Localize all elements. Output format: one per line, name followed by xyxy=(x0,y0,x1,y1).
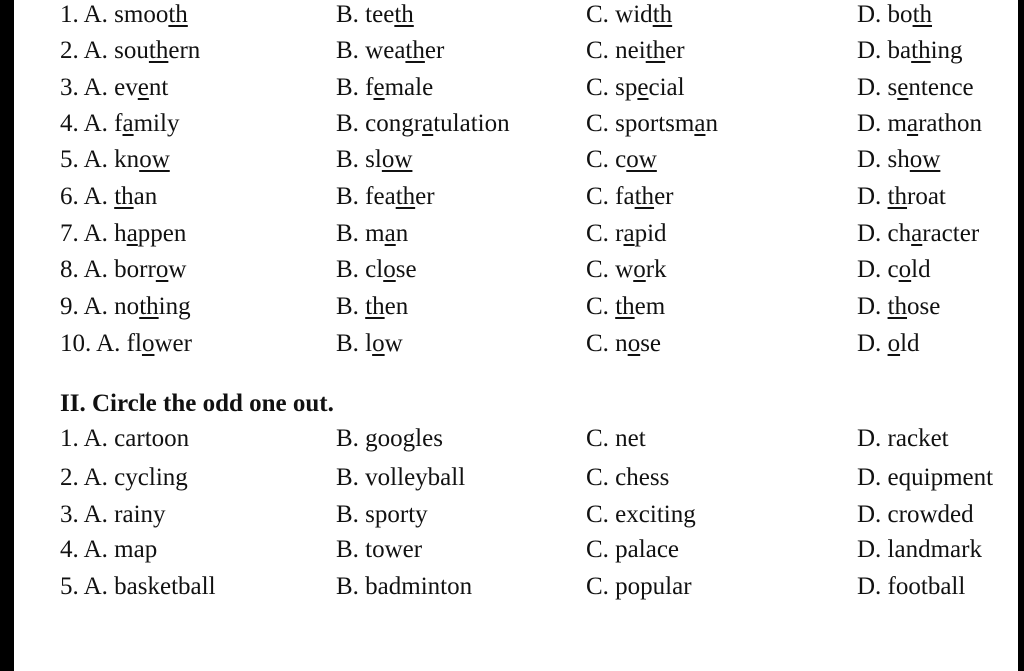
question-row xyxy=(14,106,1018,142)
underlined-sound: th xyxy=(168,1,188,28)
underlined-sound: o xyxy=(155,256,169,283)
answer-option[interactable]: D. landmark xyxy=(857,536,982,563)
option-text: B. l xyxy=(336,330,373,357)
answer-option[interactable]: C. chess xyxy=(586,464,670,491)
option-text: ld xyxy=(900,330,920,357)
answer-option[interactable] xyxy=(60,252,186,288)
option-text: 6. A. xyxy=(60,183,115,210)
question-row xyxy=(14,179,1018,215)
option-text: en xyxy=(384,293,409,320)
answer-option[interactable] xyxy=(60,33,200,69)
section-heading-odd-one-out: II. Circle the odd one out. xyxy=(60,390,334,417)
worksheet-page xyxy=(14,0,1018,671)
option-text: D. ch xyxy=(857,220,912,247)
option-text: nt xyxy=(148,74,169,101)
option-text: B. cl xyxy=(336,256,384,283)
underlined-sound: o xyxy=(633,256,646,283)
underlined-sound: a xyxy=(911,220,923,247)
underlined-sound: a xyxy=(623,220,635,247)
underlined-sound: e xyxy=(137,74,149,101)
answer-option[interactable] xyxy=(336,252,417,288)
underlined-sound: th xyxy=(887,293,908,320)
answer-option[interactable]: 5. A. basketball xyxy=(60,573,216,600)
option-text: C. sp xyxy=(586,74,638,101)
answer-option[interactable] xyxy=(336,0,414,33)
option-text: C. n xyxy=(586,330,628,357)
answer-option[interactable] xyxy=(60,289,191,325)
option-text: roat xyxy=(907,183,946,210)
option-text: D. xyxy=(857,330,888,357)
underlined-sound: th xyxy=(395,183,416,210)
option-text: 5. A. kn xyxy=(60,146,140,173)
answer-option[interactable]: 4. A. map xyxy=(60,536,158,563)
underlined-sound: th xyxy=(645,37,666,64)
answer-option[interactable] xyxy=(857,326,920,362)
option-text: B. congr xyxy=(336,110,423,137)
option-text: D. m xyxy=(857,110,907,137)
option-text: ing xyxy=(930,37,963,64)
option-text: ing xyxy=(158,293,191,320)
option-text: 4. A. f xyxy=(60,110,123,137)
answer-option[interactable] xyxy=(586,0,672,33)
answer-option[interactable]: C. exciting xyxy=(586,501,696,528)
underlined-sound: o xyxy=(141,330,155,357)
option-text: w xyxy=(384,330,403,357)
answer-option[interactable] xyxy=(857,33,963,69)
option-text: C. fa xyxy=(586,183,635,210)
option-text: D. ba xyxy=(857,37,912,64)
question-row xyxy=(14,289,1018,325)
answer-option[interactable] xyxy=(60,106,179,142)
option-text: se xyxy=(640,330,662,357)
option-text: ose xyxy=(907,293,941,320)
answer-option[interactable] xyxy=(336,216,408,252)
answer-option[interactable]: D. crowded xyxy=(857,501,974,528)
answer-option[interactable] xyxy=(586,106,718,142)
answer-option[interactable]: D. football xyxy=(857,573,966,600)
option-text: C. r xyxy=(586,220,624,247)
underlined-sound: a xyxy=(694,110,706,137)
option-text: ern xyxy=(168,37,201,64)
question-row xyxy=(14,326,1018,362)
answer-option[interactable] xyxy=(336,289,408,325)
underlined-sound: a xyxy=(907,110,919,137)
option-text: 3. A. ev xyxy=(60,74,138,101)
option-text: an xyxy=(133,183,158,210)
underlined-sound: a xyxy=(422,110,434,137)
answer-option[interactable] xyxy=(857,0,932,33)
option-text: C. wid xyxy=(586,1,653,28)
answer-option[interactable]: 2. A. cycling xyxy=(60,464,188,491)
answer-option[interactable] xyxy=(60,0,188,33)
underlined-sound: th xyxy=(148,37,169,64)
answer-option[interactable]: 1. A. cartoon xyxy=(60,425,190,452)
option-text: ntence xyxy=(908,74,974,101)
option-text: D. bo xyxy=(857,1,913,28)
answer-option[interactable]: C. popular xyxy=(586,573,692,600)
answer-option[interactable] xyxy=(586,33,685,69)
underlined-sound: a xyxy=(384,220,396,247)
underlined-sound: th xyxy=(887,183,908,210)
option-text: D. s xyxy=(857,74,898,101)
question-row xyxy=(14,216,1018,252)
option-text: B. fea xyxy=(336,183,396,210)
question-row xyxy=(14,0,1018,33)
underlined-sound: a xyxy=(122,110,134,137)
answer-option[interactable] xyxy=(60,70,168,106)
option-text: C. nei xyxy=(586,37,646,64)
underlined-sound: th xyxy=(139,293,159,320)
answer-option[interactable] xyxy=(857,106,982,142)
option-text: C. xyxy=(586,293,616,320)
answer-option[interactable] xyxy=(586,179,673,215)
answer-option[interactable] xyxy=(336,179,435,215)
option-text: wer xyxy=(154,330,192,357)
underlined-sound: th xyxy=(615,293,635,320)
underlined-sound: o xyxy=(898,256,912,283)
option-text: pid xyxy=(634,220,667,247)
answer-option[interactable]: B. badminton xyxy=(336,573,473,600)
option-text: 1. A. smoo xyxy=(60,1,169,28)
answer-option[interactable] xyxy=(857,142,940,178)
underlined-sound: o xyxy=(383,256,396,283)
underlined-sound: th xyxy=(365,293,385,320)
option-text: C. sportsm xyxy=(586,110,695,137)
option-text: er xyxy=(654,183,674,210)
underlined-sound: a xyxy=(126,220,138,247)
option-text: male xyxy=(384,74,434,101)
question-row xyxy=(14,421,1018,457)
underlined-sound: o xyxy=(887,330,901,357)
option-text: B. m xyxy=(336,220,385,247)
answer-option[interactable] xyxy=(336,106,510,142)
answer-option[interactable] xyxy=(586,70,685,106)
option-text: n xyxy=(705,110,718,137)
option-text: ld xyxy=(911,256,931,283)
option-text: rathon xyxy=(918,110,982,137)
option-text: mily xyxy=(133,110,180,137)
answer-option[interactable] xyxy=(586,289,665,325)
option-text: C. c xyxy=(586,146,627,173)
answer-option[interactable]: D. equipment xyxy=(857,464,994,491)
option-text: cial xyxy=(648,74,685,101)
underlined-sound: th xyxy=(114,183,134,210)
answer-option[interactable]: C. palace xyxy=(586,536,680,563)
option-text: ppen xyxy=(137,220,187,247)
underlined-sound: th xyxy=(634,183,655,210)
option-text: C. w xyxy=(586,256,634,283)
question-row xyxy=(14,70,1018,106)
answer-option[interactable] xyxy=(60,326,192,362)
option-text: D. xyxy=(857,183,888,210)
underlined-sound: th xyxy=(405,37,425,64)
option-text: B. tee xyxy=(336,1,395,28)
option-text: D. sh xyxy=(857,146,910,173)
underlined-sound: th xyxy=(912,1,933,28)
option-text: 7. A. h xyxy=(60,220,127,247)
option-text: racter xyxy=(922,220,980,247)
answer-option[interactable] xyxy=(586,252,667,288)
option-text: 9. A. no xyxy=(60,293,140,320)
answer-option[interactable] xyxy=(857,179,946,215)
option-text: rk xyxy=(645,256,667,283)
answer-option[interactable] xyxy=(60,179,157,215)
underlined-sound: ow xyxy=(909,146,941,173)
answer-option[interactable] xyxy=(857,252,931,288)
answer-option[interactable] xyxy=(857,289,940,325)
underlined-sound: th xyxy=(394,1,414,28)
option-text: 10. A. fl xyxy=(60,330,142,357)
underlined-sound: e xyxy=(637,74,649,101)
option-text: er xyxy=(665,37,685,64)
option-text: er xyxy=(424,37,445,64)
option-text: B. sl xyxy=(336,146,382,173)
option-text: 8. A. borr xyxy=(60,256,156,283)
option-text: tulation xyxy=(433,110,510,137)
answer-option[interactable] xyxy=(857,216,979,252)
answer-option[interactable]: B. volleyball xyxy=(336,464,466,491)
answer-option[interactable] xyxy=(336,326,403,362)
underlined-sound: e xyxy=(373,74,385,101)
answer-option[interactable] xyxy=(586,142,657,178)
option-text: B. f xyxy=(336,74,374,101)
underlined-sound: o xyxy=(372,330,385,357)
option-text: 2. A. sou xyxy=(60,37,149,64)
question-row xyxy=(14,142,1018,178)
underlined-sound: ow xyxy=(381,146,413,173)
option-text: em xyxy=(634,293,666,320)
answer-option[interactable]: D. racket xyxy=(857,425,949,452)
answer-option[interactable]: B. sporty xyxy=(336,501,428,528)
answer-option[interactable] xyxy=(586,216,667,252)
answer-option[interactable]: 3. A. rainy xyxy=(60,501,166,528)
underlined-sound: th xyxy=(652,1,673,28)
answer-option[interactable] xyxy=(857,70,974,106)
question-row xyxy=(14,33,1018,69)
underlined-sound: o xyxy=(627,330,641,357)
underlined-sound: ow xyxy=(626,146,657,173)
answer-option[interactable]: C. net xyxy=(586,425,646,452)
option-text: er xyxy=(415,183,435,210)
question-row xyxy=(14,460,1018,496)
option-text: n xyxy=(395,220,409,247)
question-row xyxy=(14,497,1018,533)
option-text: D. xyxy=(857,293,888,320)
option-text: B. wea xyxy=(336,37,406,64)
option-text: se xyxy=(395,256,417,283)
question-row xyxy=(14,532,1018,568)
answer-option[interactable] xyxy=(336,33,444,69)
answer-option[interactable]: B. tower xyxy=(336,536,423,563)
answer-option[interactable] xyxy=(60,142,170,178)
option-text: B. xyxy=(336,293,366,320)
answer-option[interactable] xyxy=(60,216,186,252)
option-text: D. c xyxy=(857,256,899,283)
option-text: w xyxy=(168,256,187,283)
question-row xyxy=(14,569,1018,605)
answer-option[interactable] xyxy=(586,326,661,362)
underlined-sound: th xyxy=(911,37,931,64)
answer-option[interactable] xyxy=(336,142,412,178)
underlined-sound: e xyxy=(897,74,909,101)
answer-option[interactable] xyxy=(336,70,433,106)
underlined-sound: ow xyxy=(139,146,170,173)
question-row xyxy=(14,252,1018,288)
answer-option[interactable]: B. googles xyxy=(336,425,443,452)
